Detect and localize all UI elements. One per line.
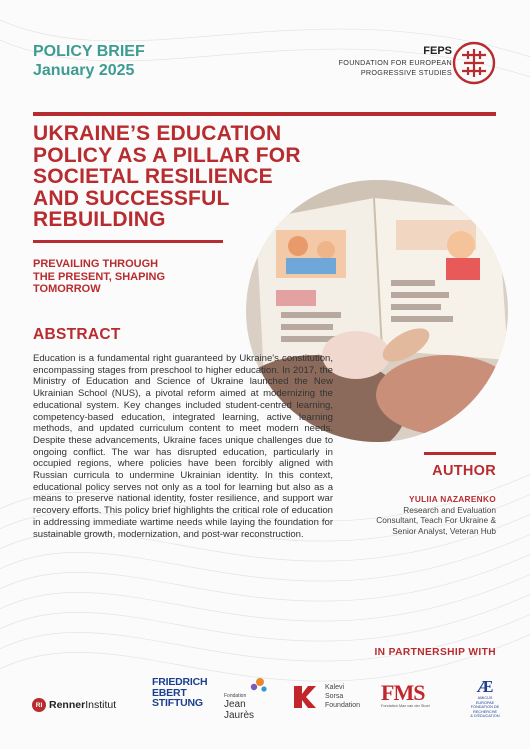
kalevi-sorsa-mark-icon [292, 684, 318, 710]
feps-abbreviation: FEPS [423, 45, 452, 57]
author-role-line: Consultant, Teach For Ukraine & [376, 515, 496, 526]
author-heading: AUTHOR [432, 463, 496, 479]
ae-mark: Æ [476, 677, 494, 696]
subtitle-line: TOMORROW [33, 283, 101, 295]
renner-rest: Institut [85, 699, 117, 711]
renner-mark: RI [32, 698, 46, 712]
author-role-line: Research and Evaluation [403, 505, 496, 515]
title-line: AND SUCCESSFUL [33, 186, 230, 210]
kalevi-line: Sorsa [325, 693, 344, 700]
abstract-text: Education is a fundamental right guaranteed by Ukraine's constitution, encompassing stages from preschool to higher education. In 2017, the Ministry of Education and Science of Ukraine launched the New Ukrainian School (NUS), a pivotal reform aimed at modernizing the educational system. Key changes included student-centred learning, competency-based education, integrated learning, active learning methods, and updated curriculum content to meet modern needs. Despite these advancements, Ukraine faces unique challenges due to ongoing conflict. The war has disrupted education, particularly in occupied regions, where policies have been forcibly aligned with Russian curricula to undermine Ukrainian identity. In this context, educational policy serves not only as a tool for learning but also as a means to preserve national identity, foster resilience, and support war recovery efforts. This policy brief highlights the critical role of education in addressing immediate wartime needs while laying the foundation for sustainable growth, modernization, and post-war reconstruction. [33, 353, 333, 540]
kalevi-line: Foundation [325, 702, 361, 709]
document-subtitle [33, 258, 223, 296]
fes-line: STIFTUNG [152, 697, 203, 709]
title-line: SOCIETAL RESILIENCE [33, 165, 273, 188]
publication-date: January 2025 [33, 62, 135, 79]
title-line: REBUILDING [33, 208, 166, 231]
ae-text-line: FONDATION DE RECHERCHE [470, 705, 500, 714]
renner-wordmark [49, 699, 116, 711]
amicus-europae-logo [470, 678, 500, 719]
subtitle-rule [33, 240, 223, 243]
renner-institut-logo [32, 698, 116, 712]
partnership-heading: IN PARTNERSHIP WITH [374, 647, 496, 658]
title-line: UKRAINE’S EDUCATION [33, 122, 282, 145]
author-rule [424, 452, 496, 455]
title-line: POLICY AS A PILLAR FOR [33, 143, 301, 167]
author-role-line: Senior Analyst, Veteran Hub [392, 525, 496, 536]
kalevi-sorsa-logo [325, 683, 360, 710]
fms-logo: FMS [381, 680, 425, 705]
feps-logo-icon [452, 41, 496, 85]
subtitle-line: THE PRESENT, SHAPING [33, 270, 166, 283]
fjj-name: Jean Jaurès [224, 699, 255, 721]
feps-name-line: FOUNDATION FOR EUROPEAN [338, 58, 452, 67]
fondation-jean-jaures-logo [224, 677, 276, 721]
feps-wordmark [339, 45, 452, 77]
feps-name-line: PROGRESSIVE STUDIES [360, 67, 452, 77]
kalevi-line: Kalevi [325, 684, 345, 691]
fjj-mark-icon [224, 677, 276, 693]
subtitle-line: PREVAILING THROUGH [33, 258, 159, 270]
author-role [326, 505, 496, 536]
fms-subtitle: Fondation Max van der Stoel [381, 704, 430, 708]
fes-line: FRIEDRICH [152, 676, 208, 688]
ae-text-line: AMICUS EUROPAE [475, 696, 495, 705]
document-type: POLICY BRIEF [33, 43, 145, 60]
author-name: YULIIA NAZARENKO [409, 494, 496, 504]
fes-line: EBERT [152, 686, 187, 699]
ae-text-line: & D'ÉDUCATION [470, 714, 500, 719]
fes-logo [152, 677, 207, 709]
abstract-heading: ABSTRACT [33, 326, 121, 343]
title-rule [33, 112, 496, 116]
renner-bold: Renner [49, 699, 86, 711]
fjj-small-text: Fondation [224, 693, 247, 699]
